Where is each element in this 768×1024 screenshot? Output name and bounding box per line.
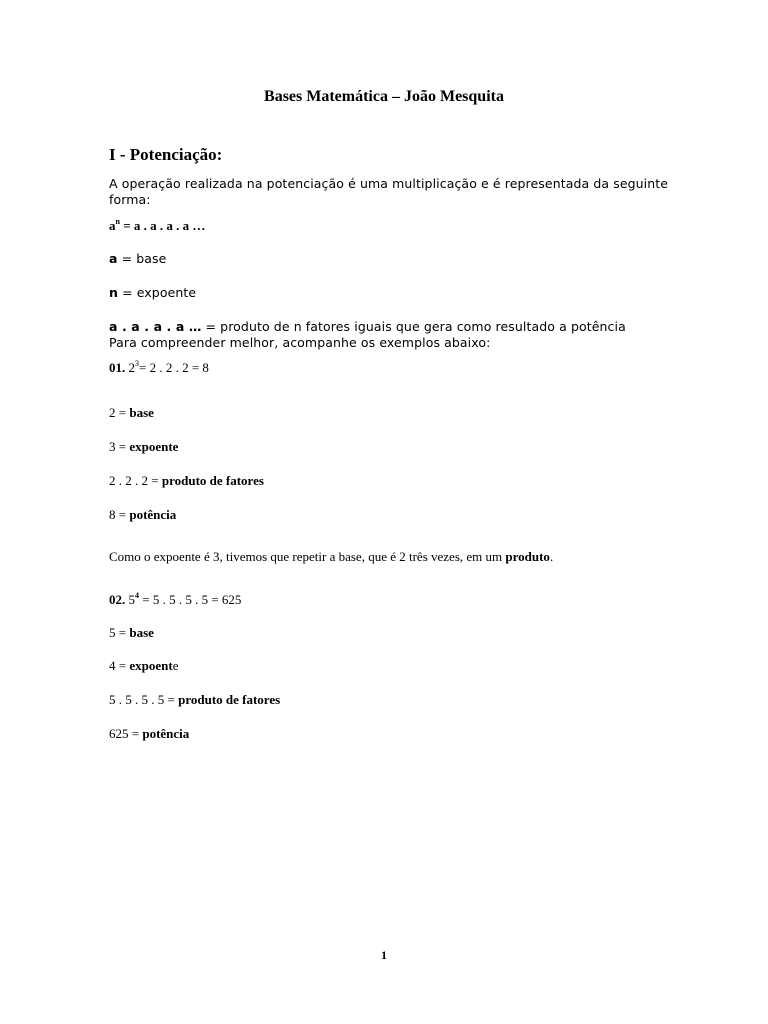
- example-2-line-base-pre: 5 =: [109, 625, 130, 640]
- example-1-line-base: [109, 405, 154, 421]
- example-2-line-exponent-bold: expoent: [129, 658, 173, 673]
- example-2-line-exponent: [109, 658, 178, 674]
- example-1-line-exponent-pre: 3 =: [109, 439, 130, 454]
- example-1-line-base-pre: 2 =: [109, 405, 130, 420]
- example-2-line-power-bold: potência: [142, 726, 190, 741]
- example-1-note: [109, 549, 553, 565]
- example-2-line-base: [109, 625, 154, 641]
- example-2-line-power-pre: 625 =: [109, 726, 143, 741]
- definition-product-text: = produto de n fatores iguais que gera como resultado a potência: [201, 319, 626, 334]
- formula-base: a: [109, 218, 116, 233]
- example-2-line-exponent-pre: 4 =: [109, 658, 130, 673]
- example-1-note-text: Como o expoente é 3, tivemos que repetir a base, que é 2 três vezes, em um: [109, 549, 506, 564]
- example-2-line-base-bold: base: [129, 625, 154, 640]
- example-1-line-product-pre: 2 . 2 . 2 =: [109, 473, 162, 488]
- example-2-line-product-bold: produto de fatores: [178, 692, 281, 707]
- power-formula: [109, 218, 205, 234]
- example-1-note-end: .: [549, 549, 554, 564]
- example-1-line-base-bold: base: [129, 405, 154, 420]
- example-2-exponent: 4: [135, 591, 139, 600]
- example-1-line-power-pre: 8 =: [109, 507, 130, 522]
- formula-exponent: n: [115, 217, 120, 226]
- example-1-heading: [109, 360, 209, 376]
- definition-base-text: = base: [117, 251, 167, 266]
- page-number: 1: [381, 948, 387, 962]
- example-1-line-product: [109, 473, 264, 489]
- document-title: Bases Matemática – João Mesquita: [264, 88, 504, 105]
- example-2-line-product-pre: 5 . 5 . 5 . 5 =: [109, 692, 179, 707]
- example-2-base: 5: [125, 592, 135, 607]
- example-2-line-power: [109, 726, 189, 742]
- example-1-base: 2: [125, 360, 135, 375]
- example-1-label: 01.: [109, 360, 126, 375]
- examples-intro: Para compreender melhor, acompanhe os exemplos abaixo:: [109, 335, 491, 350]
- section-title: I - Potenciação:: [109, 145, 223, 164]
- example-1-line-power: [109, 507, 176, 523]
- definition-exponent: [109, 285, 196, 301]
- example-1-note-bold: produto: [505, 549, 550, 564]
- example-1-expansion: = 2 . 2 . 2 = 8: [139, 360, 209, 375]
- definition-product-term: a . a . a . a …: [109, 319, 202, 334]
- example-1-line-exponent-bold: expoente: [129, 439, 179, 454]
- intro-line-1: A operação realizada na potenciação é uma multiplicação e é representada da seguinte: [109, 176, 669, 191]
- definition-product: [109, 319, 626, 335]
- intro-line-2: forma:: [109, 192, 151, 207]
- example-2-line-exponent-post: e: [172, 658, 179, 673]
- example-2-label: 02.: [109, 592, 126, 607]
- example-1-line-power-bold: potência: [129, 507, 177, 522]
- definition-base: [109, 251, 166, 267]
- definition-exponent-text: = expoente: [118, 285, 197, 300]
- definition-base-term: a: [109, 251, 118, 266]
- example-1-exponent: 3: [135, 359, 139, 368]
- definition-exponent-term: n: [109, 285, 118, 300]
- example-2-expansion: = 5 . 5 . 5 . 5 = 625: [139, 592, 242, 607]
- example-1-line-product-bold: produto de fatores: [161, 473, 264, 488]
- example-2-line-product: [109, 692, 280, 708]
- formula-expansion: = a . a . a . a …: [119, 218, 206, 233]
- example-2-heading: [109, 592, 241, 608]
- example-1-line-exponent: [109, 439, 178, 455]
